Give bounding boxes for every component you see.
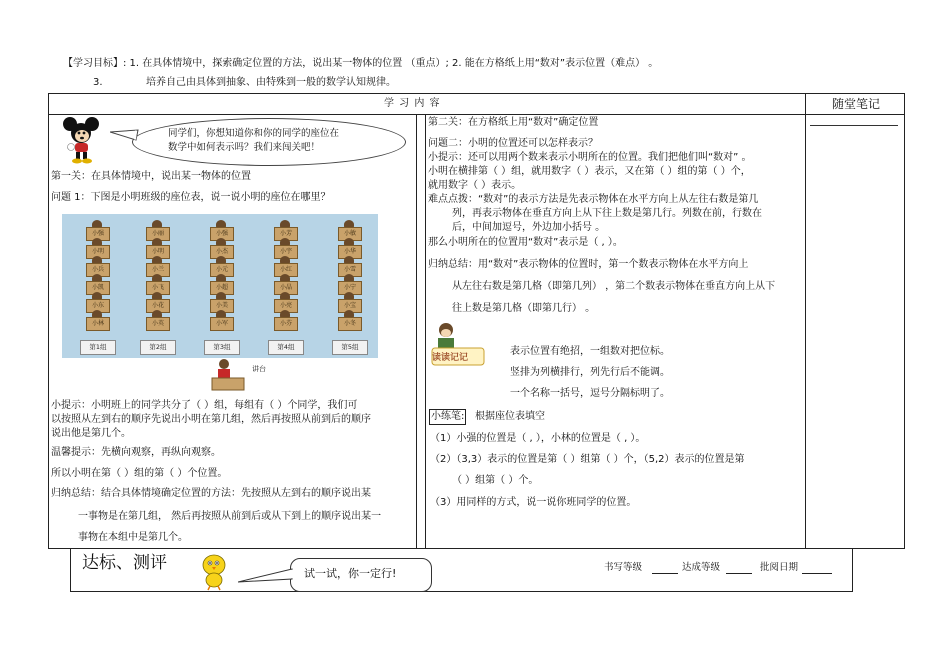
hint1-line3: 说出他是第几个。 xyxy=(51,428,131,439)
seat-desk: 小丽 xyxy=(146,227,170,241)
seat-desk: 小冬 xyxy=(338,317,362,331)
content-divider-right xyxy=(425,114,426,548)
summary2-line2: 从左往右数是第几格（即第几列） ，第二个数表示物体在垂直方向上从下 xyxy=(452,281,776,292)
learning-goals-line1: 【学习目标】: 1. 在具体情境中，探索确定位置的方法，说出某一物体的位置 （重点）; 2. 能在方格纸上用“数对”表示位置（难点） 。 xyxy=(63,58,659,69)
answer-line: 所以小明在第（ ）组的第（ ）个位置。 xyxy=(51,468,228,479)
table-header-border xyxy=(48,114,904,115)
achievement-grade-blank[interactable] xyxy=(726,573,752,574)
encourage-bubble-tail-icon xyxy=(238,566,294,586)
seat-desk: 小林 xyxy=(86,317,110,331)
summary2-line1: 归纳总结：用“数对”表示物体的位置时，第一个数表示物体在水平方向上 xyxy=(428,259,749,270)
rhyme-line1: 表示位置有绝招，一组数对把位标。 xyxy=(510,346,670,357)
learning-goals-num3: 3. xyxy=(93,77,103,88)
seat-desk: 小飞 xyxy=(146,281,170,295)
practice-q2-line2: （ ）组第（ ）个。 xyxy=(452,475,539,486)
rhyme-line2: 竖排为列横排行，列先行后不能调。 xyxy=(510,367,670,378)
seat-desk: 小宁 xyxy=(338,281,362,295)
seat-desk: 小敏 xyxy=(338,227,362,241)
summary2-line3: 往上数是第几格（即第几行） 。 xyxy=(452,303,596,314)
seat-desk: 小强 xyxy=(210,227,234,241)
footer-right-border xyxy=(852,549,853,592)
review-date-blank[interactable] xyxy=(802,573,832,574)
teacher-podium-icon xyxy=(210,356,254,392)
footer-left-border xyxy=(70,549,71,592)
seat-desk: 小强 xyxy=(86,227,110,241)
notes-column-header: 随堂笔记 xyxy=(832,97,881,111)
summary1-line2: 一事物是在第几组， 然后再按照从前到后或从下到上的顺序说出某一 xyxy=(78,511,382,522)
difficulty-line2: 列，再表示物体在垂直方向上从下往上数是第几行。列数在前，行数在 xyxy=(452,208,762,219)
encourage-text: 试一试，你一定行! xyxy=(304,567,397,580)
table-right-border xyxy=(904,93,905,549)
group-label: 第1组 xyxy=(80,340,116,355)
seat-desk: 小亮 xyxy=(274,299,298,313)
seat-desk: 小超 xyxy=(210,281,234,295)
writing-grade-blank[interactable] xyxy=(652,573,678,574)
practice-label: 小练笔: xyxy=(429,409,466,425)
difficulty-line1: 难点点拨：“数对”的表示方法是先表示物体在水平方向上从左往右数是第几 xyxy=(428,194,759,205)
seat-desk: 小花 xyxy=(146,299,170,313)
seat-desk: 小芳 xyxy=(274,227,298,241)
seat-desk: 小宇 xyxy=(274,245,298,259)
seat-desk: 小宝 xyxy=(338,299,362,313)
seating-chart-illustration xyxy=(62,214,378,358)
seat-desk: 小雪 xyxy=(338,263,362,277)
seat-desk: 小兵 xyxy=(86,263,110,277)
content-divider-left xyxy=(416,114,417,548)
chick-mascot-icon xyxy=(196,551,232,591)
tip-text: 温馨提示：先横向观察，再纵向观察。 xyxy=(51,447,221,458)
seat-desk: 小杰 xyxy=(210,245,234,259)
problem2-text: 问题二：小明的位置还可以怎样表示？ xyxy=(428,138,598,149)
hint1-line2: 以按照从左到右的顺序先说出小明在第几组，然后再按照从前到后的顺序 xyxy=(51,414,371,425)
intro-bubble-text: 同学们，你想知道你和你的同学的座位在数学中如何表示吗？我们来闯关吧！ xyxy=(168,128,340,153)
footer-bottom-border xyxy=(70,591,852,592)
group-label: 第4组 xyxy=(268,340,304,355)
seat-desk: 小东 xyxy=(86,299,110,313)
writing-grade-label: 书写等级 xyxy=(604,562,643,573)
mickey-mascot-icon xyxy=(62,116,102,164)
practice-title: 根据座位表填空 xyxy=(475,411,545,422)
learning-goals-line2: 培养自己由具体到抽象、由特殊到一般的数学认知规律。 xyxy=(146,77,396,88)
hint1-line1: 小提示：小明班上的同学共分了（ ）组，每组有（ ）个同学，我们可 xyxy=(51,400,358,411)
practice-q2-line1: （2）（3,3）表示的位置是第（ ）组第（ ）个，（5,2）表示的位置是第 xyxy=(430,454,745,465)
seat-desk: 小凯 xyxy=(86,281,110,295)
seat-desk: 小美 xyxy=(210,299,234,313)
problem1-text: 问题 1：下图是小明班级的座位表，说一说小明的座位在哪里？ xyxy=(51,192,331,203)
summary1-line1: 归纳总结：结合具体情境确定位置的方法：先按照从左到右的顺序说出某 xyxy=(51,488,371,499)
seat-desk: 小红 xyxy=(274,263,298,277)
group-label: 第2组 xyxy=(140,340,176,355)
notes-column-border xyxy=(805,93,806,549)
content-column-header: 学 习 内 容 xyxy=(384,98,441,109)
seat-desk: 小兰 xyxy=(146,263,170,277)
hint2-line1: 小提示：还可以用两个数来表示小明所在的位置。我们把他们叫“数对” 。 xyxy=(428,152,752,163)
hint2-line3: 就用数字（ ）表示。 xyxy=(428,180,522,191)
practice-q1: （1）小强的位置是（ , ），小林的位置是（ , ）。 xyxy=(430,433,646,444)
bubble-tail-icon xyxy=(110,128,140,144)
seat-desk: 小华 xyxy=(338,245,362,259)
seat-desk: 小元 xyxy=(210,263,234,277)
review-date-label: 批阅日期 xyxy=(760,562,799,573)
table-top-border xyxy=(48,93,904,94)
rhyme-line3: 一个名称一括号，逗号分隔标明了。 xyxy=(510,388,670,399)
seat-desk: 小明 xyxy=(146,245,170,259)
notes-underline xyxy=(810,125,898,126)
table-bottom-border xyxy=(48,548,904,549)
table-left-border xyxy=(48,93,49,549)
badge-label: 读读记记 xyxy=(432,353,469,363)
seat-desk: 小芬 xyxy=(274,317,298,331)
podium-label: 讲台 xyxy=(252,365,266,373)
hint2-line2: 小明在横排第（ ）组，就用数字（ ）表示，又在第（ ）组的第（ ）个， xyxy=(428,166,751,177)
seat-desk: 小军 xyxy=(210,317,234,331)
difficulty-line3: 后，中间加逗号，外边加小括号 。 xyxy=(452,222,606,233)
seat-desk: 小晶 xyxy=(274,281,298,295)
summary1-line3: 事物在本组中是第几个。 xyxy=(78,532,188,543)
seat-desk: 小英 xyxy=(146,317,170,331)
level2-title: 第二关：在方格纸上用“数对”确定位置 xyxy=(428,117,599,128)
seat-desk: 小明 xyxy=(86,245,110,259)
achievement-grade-label: 达成等级 xyxy=(682,562,721,573)
group-label: 第5组 xyxy=(332,340,368,355)
position-answer-line: 那么小明所在的位置用“数对”表示是（ , ）。 xyxy=(428,237,623,248)
level1-title: 第一关：在具体情境中，说出某一物体的位置 xyxy=(51,171,251,182)
group-label: 第3组 xyxy=(204,340,240,355)
assessment-title: 达标、测评 xyxy=(82,553,167,573)
practice-q3: （3）用同样的方式，说一说你班同学的位置。 xyxy=(430,497,637,508)
